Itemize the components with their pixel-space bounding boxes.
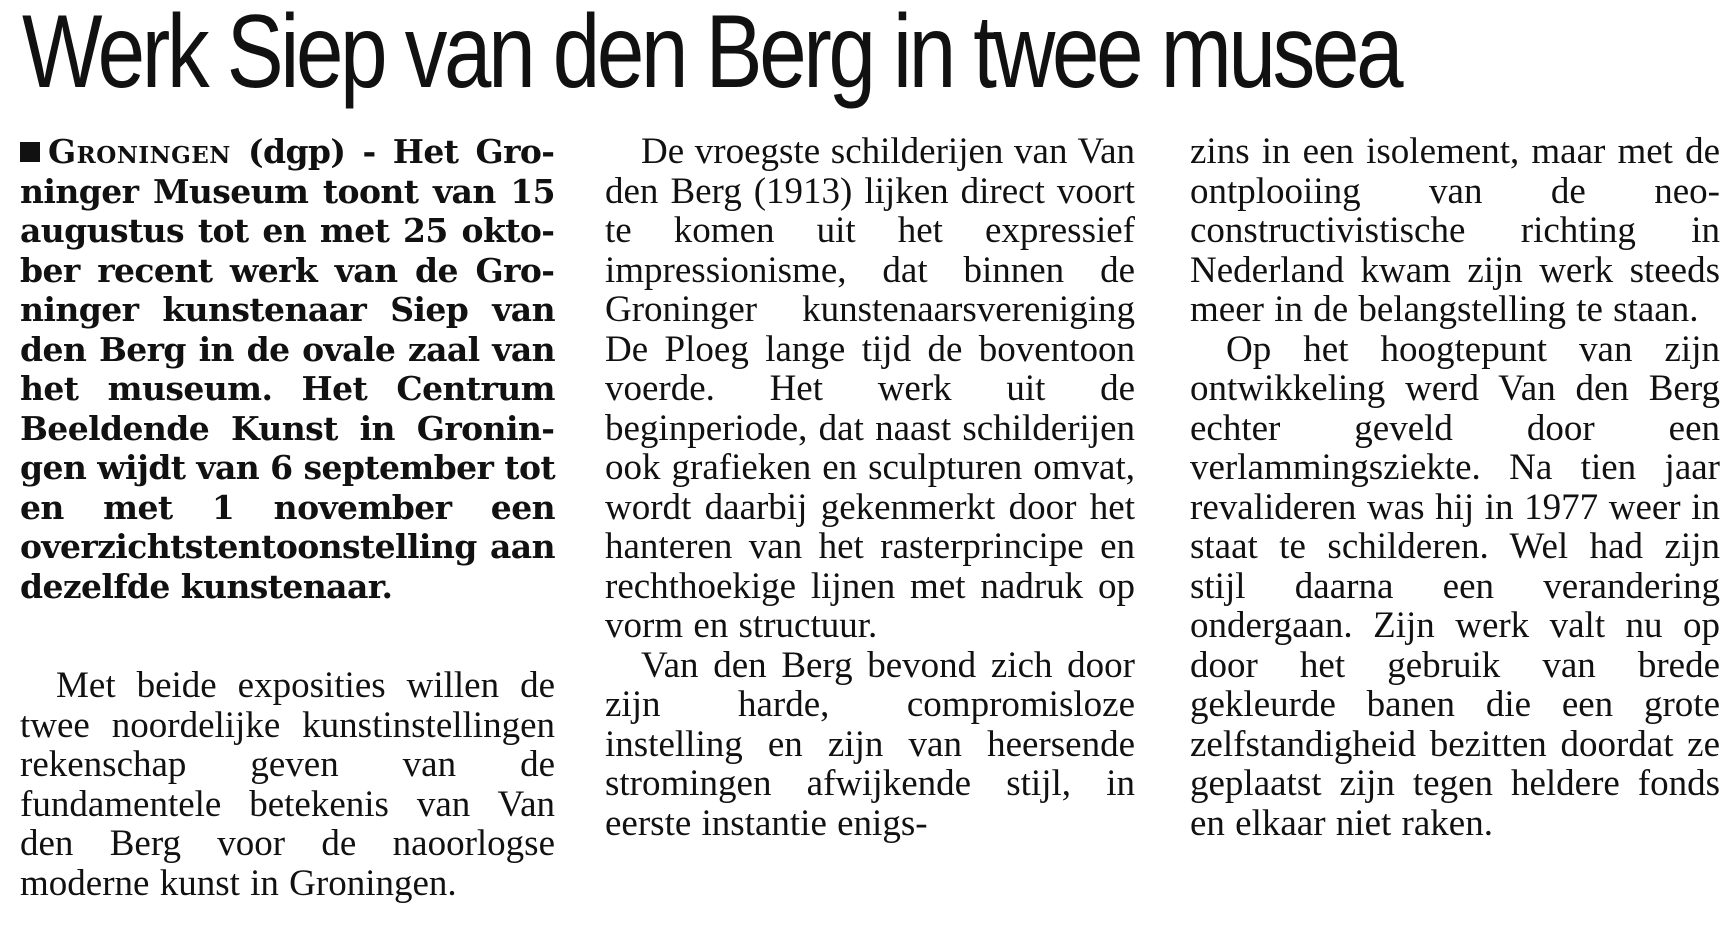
body-paragraph-4: Op het hoogtepunt van zijn ontwikkeling werd Van den Berg echter geveld door een verlammingsziekte. Na tien jaar revalideren was hij in 1977 weer in staat te schilderen. Wel had zijn stijl daarna een verandering ondergaan. Zijn werk valt nu op door het gebruik van brede gekleurde banen die een grote zelfstandigheid bezitten doordat ze geplaatst zijn tegen heldere fonds en elkaar niet raken. [1190,328,1720,844]
dateline-dash: - [345,132,393,171]
article-column-1 [20,132,555,903]
headline: Werk Siep van den Berg in twee musea [22,0,1401,110]
article-column-3 [1190,132,1720,843]
body-paragraph-3-continued: zins in een isolement, maar met de ontplooiing van de neo-constructivistische richting in Nederland kwam zijn werk steeds meer in de belangstelling te staan. [1190,131,1720,330]
body-paragraph-2: De vroegste schilderijen van Van den Berg (1913) lijken direct voort te komen uit het expressief impressionisme, dat binnen de Groninger kunstenaarsvereniging De Ploeg lange tijd de boventoon voerde. Het werk uit de beginperiode, dat naast schilderijen ook grafieken en sculpturen omvat, wordt daarbij gekenmerkt door het hanteren van het rasterprincipe en rechthoekige lijnen met nadruk op vorm en structuur. [605,131,1135,646]
lead-text: Het Groninger Museum toont van 15 augustus tot en met 25 oktober recent werk van de Groninger kunstenaar Siep van den Berg in de ovale zaal van het museum. Het Centrum Beeldende Kunst in Groningen wijdt van 6 september tot en met 1 november een overzichtstentoonstelling aan dezelfde kunstenaar. [20,132,555,606]
article-column-2 [605,132,1135,843]
dateline-place: Groningen [48,132,231,171]
body-paragraph-1: Met beide exposities willen de twee noordelijke kunstinstellingen rekenschap geven van de fundamentele betekenis van Van den Berg voor de naoorlogse moderne kunst in Groningen. [20,665,555,904]
lead-paragraph [20,132,555,606]
body-paragraph-3: Van den Berg bevond zich door zijn harde, compromisloze instelling en zijn van heersende stromingen afwijkende stijl, in eerste instantie enigs- [605,644,1135,844]
square-bullet-icon [20,142,40,162]
dateline-agency: (dgp) [247,132,346,171]
